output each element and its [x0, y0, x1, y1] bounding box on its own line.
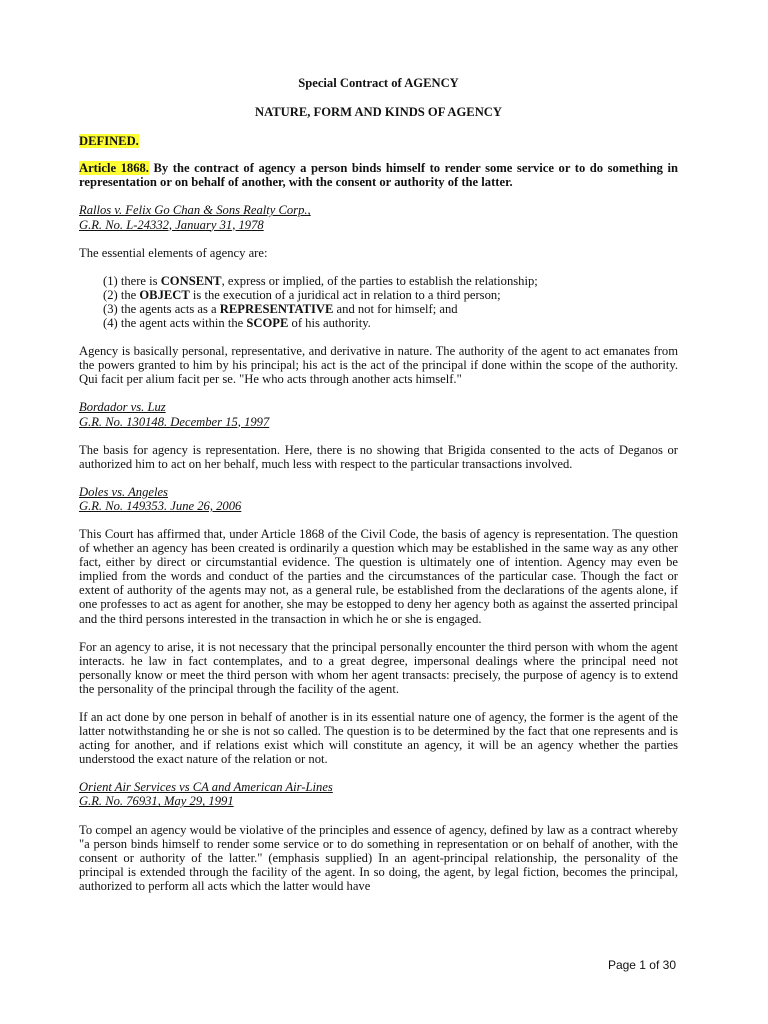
case-gr-number: G.R. No. 149353. June 26, 2006	[79, 498, 242, 513]
article-text: By the contract of agency a person binds himself to render some service or to do something in representation or on behalf of another, with the consent or authority of the latter.	[79, 161, 678, 190]
paragraph-compel: To compel an agency would be violative of the principles and essence of agency, defined by law as a contract whereby "a person binds himself to render some service or to do something in representation or on behalf of another, with the consent or authority of the latter." (emphasis supplied) In an agent-principal relationship, the personality of the principal is extended through the facility of the agent. In so doing, the agent, by legal fiction, becomes the principal, authorized to perform all acts which the latter would have	[79, 822, 678, 893]
element-keyword: CONSENT	[160, 273, 222, 288]
list-item: (4) the agent acts within the SCOPE of his authority.	[103, 316, 371, 331]
list-item: (2) the OBJECT is the execution of a juridical act in relation to a third person;	[103, 287, 501, 302]
elements-intro: The essential elements of agency are:	[79, 245, 268, 260]
defined-highlight: DEFINED.	[79, 134, 139, 149]
page-content	[79, 76, 678, 907]
elements-list	[79, 274, 678, 330]
case-name: Orient Air Services vs CA and American Air-Lines	[79, 780, 333, 795]
element-keyword: REPRESENTATIVE	[219, 301, 334, 316]
case-gr-number: G.R. No. 76931, May 29, 1991	[79, 794, 234, 809]
section-title: NATURE, FORM AND KINDS OF AGENCY	[255, 105, 502, 120]
paragraph-arise: For an agency to arise, it is not necessary that the principal personally encounter the third person with whom the agent interacts. he law in fact contemplates, and to a great degree, impersonal dealings where the principal need not personally know or meet the third person with whom her agent transacts: precisely, the purpose of agency is to extend the personality of the principal through the facility of the agent.	[79, 639, 678, 696]
case-citation-bordador	[79, 400, 678, 428]
paragraph-essential-nature: If an act done by one person in behalf of another is in its essential nature one of agency, the former is the agent of the latter notwithstanding he or she is not so called. The question is to be determined by the fact that one represents and is acting for another, and if relations exist which will constitute an agency, it will be an agency whether the parties understood the exact nature of the relation or not.	[79, 710, 678, 767]
paragraph-basis: The basis for agency is representation. Here, there is no showing that Brigida consented to the acts of Deganos or authorized him to act on her behalf, much less with respect to the particular transactions involved.	[79, 442, 678, 471]
case-name: Rallos v. Felix Go Chan & Sons Realty Corp.,	[79, 203, 311, 218]
case-gr-number: G.R. No. 130148. December 15, 1997	[79, 414, 270, 429]
case-gr-number: G.R. No. L-24332, January 31, 1978	[79, 217, 264, 232]
article-label: Article 1868.	[79, 161, 149, 176]
case-citation-rallos	[79, 203, 678, 231]
article-1868	[79, 161, 678, 189]
list-item: (1) there is CONSENT, express or implied, of the parties to establish the relationship;	[103, 273, 538, 288]
defined-heading	[79, 134, 678, 148]
case-name: Doles vs. Angeles	[79, 484, 168, 499]
element-keyword: OBJECT	[139, 287, 190, 302]
page-number: Page 1 of 30	[607, 958, 676, 972]
case-citation-orient-air	[79, 780, 678, 808]
list-item: (3) the agents acts as a REPRESENTATIVE and not for himself; and	[103, 301, 458, 316]
document-title: Special Contract of AGENCY	[298, 76, 459, 90]
element-keyword: SCOPE	[246, 316, 289, 331]
case-citation-doles	[79, 485, 678, 513]
paragraph-affirmed: This Court has affirmed that, under Article 1868 of the Civil Code, the basis of agency is representation. The question of whether an agency has been created is ordinarily a question which may be established in the same way as any other fact, either by direct or circumstantial evidence. The question is ultimately one of intention. Agency may even be implied from the words and conduct of the parties and the circumstances of the particular case. Though the fact or extent of authority of the agents may not, as a general rule, be established from the declarations of the agents alone, if one professes to act as agent for another, she may be estopped to deny her agency both as against the asserted principal and the third persons interested in the transaction in which he or she is engaged.	[79, 526, 678, 626]
paragraph-nature: Agency is basically personal, representative, and derivative in nature. The authority of the agent to act emanates from the powers granted to him by his principal; his act is the act of the principal if done within the scope of the authority. Qui facit per alium facit per se. "He who acts through another acts himself."	[79, 344, 678, 387]
case-name: Bordador vs. Luz	[79, 400, 166, 415]
